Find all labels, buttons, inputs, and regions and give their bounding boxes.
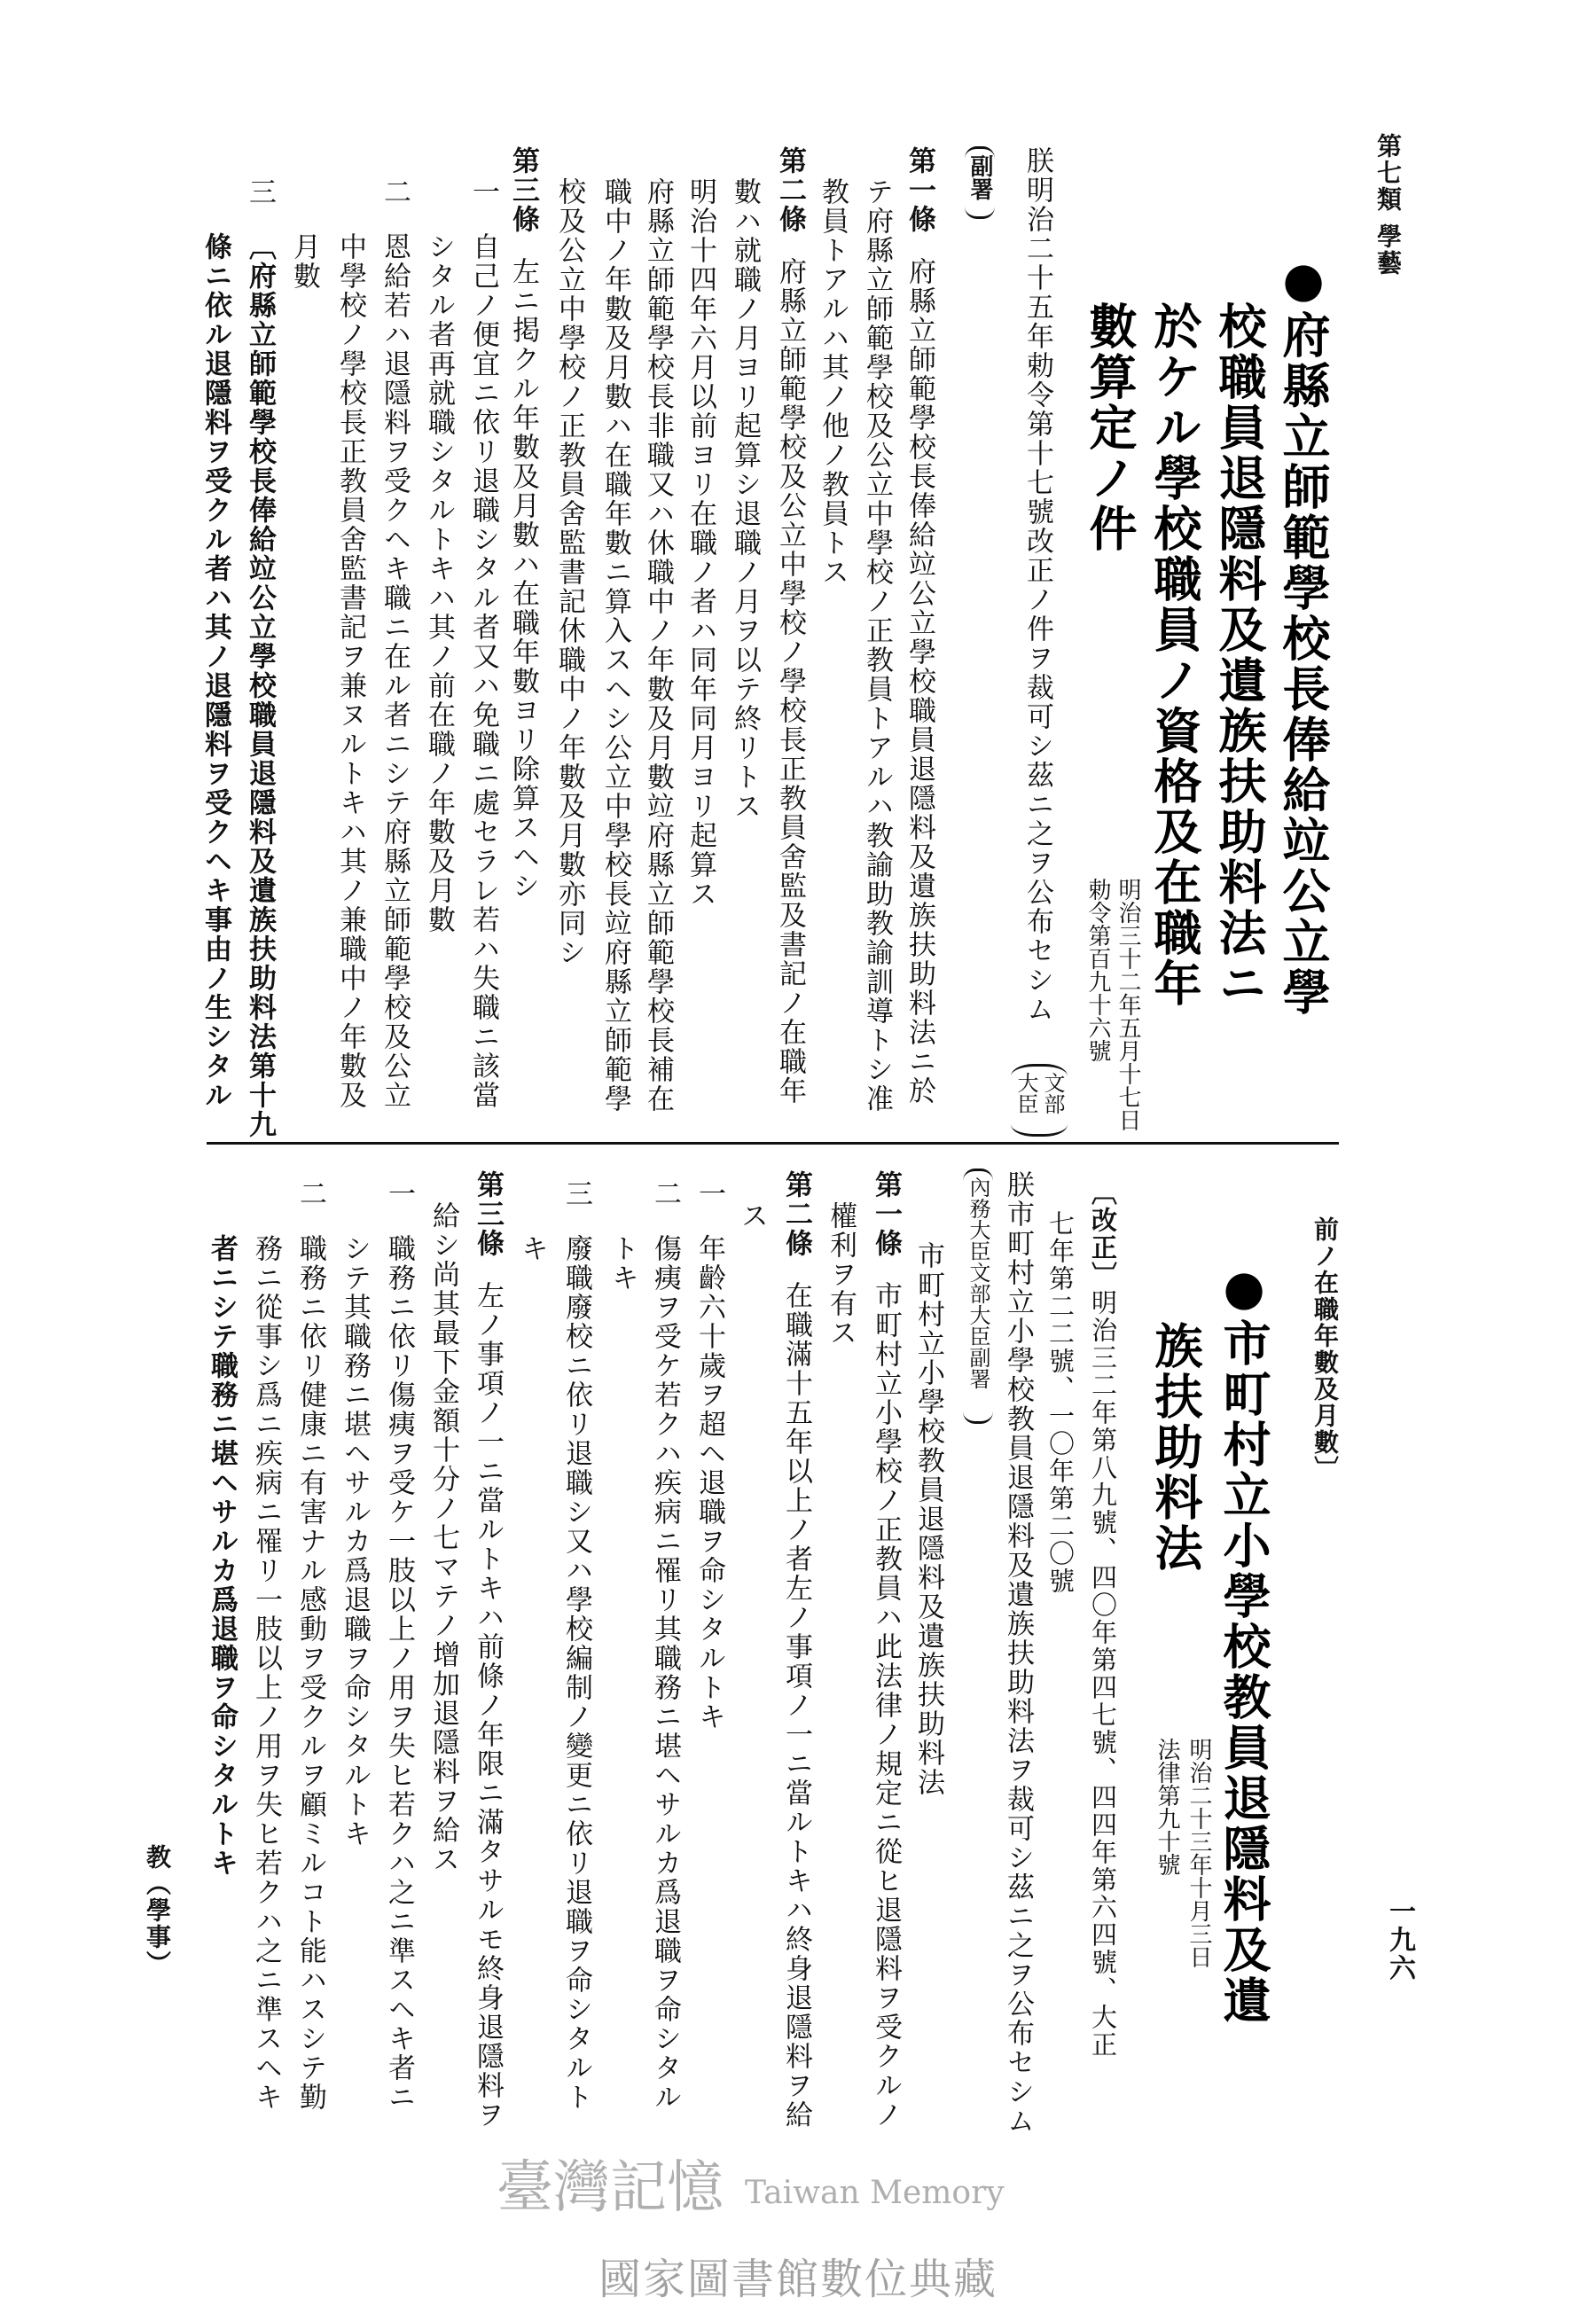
- article-line: 數ハ就職ノ月ヨリ起算シ退職ノ月ヲ以テ終リトス: [729, 177, 761, 821]
- amendment-text: 明治三二年第八九號、四〇年第四七號、四四年第六四號、大正: [1088, 1289, 1118, 2059]
- item-num: 三: [560, 1179, 592, 1208]
- article-line: 明治十四年六月以前ヨリ在職ノ者ハ同年同月ヨリ起算ス: [685, 177, 716, 909]
- law2-title-line: ●市町村立小學校教員退隱料及遺: [1216, 1259, 1272, 2026]
- article-text: 府縣立師範學校及公立中學校ノ學校長正教員舍監及書記ノ在職年: [774, 257, 806, 1106]
- article-line: 職中ノ年數及月數ハ在職年數ニ算入スヘシ公立中學校長竝府縣立師範學: [599, 177, 631, 1114]
- item-line: 年齡六十歲ヲ超ヘ退職ヲ命シタルトキ: [693, 1234, 725, 1731]
- law1-article-1: [902, 146, 937, 1106]
- article-line: 校及公立中學校ノ正教員舍監書記休職中ノ年數及月數亦同シ: [553, 177, 585, 967]
- law2-date: 明治二十三年十月三日: [1185, 1738, 1212, 1968]
- law2-preamble: 朕市町村立小學校教員退隱料及遺族扶助料法ヲ裁可シ茲ニ之ヲ公布セシム: [1002, 1170, 1034, 2136]
- law1-preamble: 朕明治二十五年勅令第十七號改正ノ件ヲ裁可シ茲ニ之ヲ公布セシム: [1021, 146, 1053, 1024]
- item-line: 自己ノ便宜ニ依リ退職シタル者又ハ免職ニ處セラレ若ハ失職ニ該當: [467, 232, 499, 1110]
- article-label: 第二條: [774, 146, 806, 234]
- law1-article-2: [772, 146, 808, 1106]
- running-header: 第七類 學藝: [1373, 133, 1403, 277]
- item-line: 條ニ依ル退隱料ヲ受クル者ハ其ノ退隱料ヲ受クヘキ事由ノ生シタル: [200, 232, 231, 1110]
- law2-article-3: [470, 1170, 505, 2130]
- law2-article-1: [868, 1170, 904, 2130]
- item-line-continued: 前ノ在職年數及月數〕: [1310, 1216, 1340, 1482]
- item-num: 一: [467, 177, 499, 207]
- article-text: 市町村立小學校ノ正教員ハ此法律ノ規定ニ從ヒ退隱料ヲ受クルノ: [870, 1281, 902, 2130]
- item-line: シタル者再就職シタルトキハ其ノ前在職ノ年數及月數: [423, 232, 455, 934]
- item-num: 二: [294, 1179, 326, 1208]
- item-num: 二: [379, 177, 411, 207]
- law1-date: 明治三十二年五月十七日: [1115, 878, 1141, 1131]
- article-line: 教員トアルハ其ノ他ノ教員トス: [817, 177, 849, 587]
- article-line: 給シ尚其最下金額十分ノ七マテノ增加退隱料ヲ給ス: [427, 1201, 459, 1874]
- article-line: ス: [736, 1201, 768, 1231]
- article-line: 府縣立師範學校長非職又ハ休職中ノ年數及月數竝府縣立師範學校長補在: [642, 177, 674, 1114]
- amendment-line: 七年第二二號、一〇年第二〇號: [1045, 1210, 1076, 1595]
- item-line: 傷痍ヲ受ケ若クハ疾病ニ罹リ其職務ニ堪ヘサルカ爲退職ヲ命シタル: [649, 1234, 681, 2112]
- section-divider: [207, 1142, 1339, 1145]
- law2-countersign: 內務大臣文部大臣副署: [963, 1169, 993, 1424]
- watermark-subtitle: Taiwan Memory: [745, 2175, 1005, 2211]
- item-line: 月數: [288, 232, 320, 291]
- article-line: 權利ヲ有ス: [825, 1201, 857, 1348]
- law1-title-line: ●府縣立師範學校長俸給竝公立學: [1275, 251, 1332, 1018]
- article-label: 第二條: [780, 1170, 812, 1258]
- library-footer: 國家圖書館數位典藏: [598, 2255, 998, 2304]
- article-text: 左ノ事項ノ一ニ當ルトキハ前條ノ年限ニ滿タサルモ終身退隱料ヲ: [472, 1281, 504, 2130]
- item-line: 恩給若ハ退隱料ヲ受クヘキ職ニ在ル者ニシテ府縣立師範學校及公立: [379, 232, 411, 1110]
- item-line: 職務ニ依リ傷痍ヲ受ケ一肢以上ノ用ヲ失ヒ若クハ之ニ準スヘキ者ニ: [383, 1234, 415, 2112]
- article-text: 左ニ掲クル年數及月數ハ在職年數ヨリ除算スヘシ: [507, 257, 539, 901]
- article-text: 府縣立師範學校長俸給竝公立學校職員退隱料及遺族扶助料法ニ於: [904, 257, 935, 1106]
- law1-article-3: [505, 146, 541, 901]
- article-label: 第一條: [870, 1170, 902, 1258]
- article-label: 第三條: [507, 146, 539, 234]
- item-line: 職務ニ依リ健康ニ有害ナル感動ヲ受クルヲ顧ミルコト能ハスシテ勤: [294, 1234, 326, 2112]
- item-line: キ: [516, 1234, 548, 1263]
- item-num: 一: [383, 1179, 415, 1208]
- law1-title-line: 數算定ノ件: [1082, 301, 1138, 554]
- law1-minister: 文部大臣: [1011, 1064, 1068, 1137]
- item-line: 廢職廢校ニ依リ退職シ又ハ學校編制ノ變更ニ依リ退職ヲ命シタルト: [560, 1234, 592, 2112]
- law2-amendment: [1085, 1179, 1121, 2059]
- article-line: テ府縣立師範學校及公立中學校ノ正教員トアルハ教諭助教諭訓導トシ准: [861, 177, 893, 1114]
- item-line: シテ其職務ニ堪ヘサルカ爲退職ヲ命シタルトキ: [339, 1234, 371, 1849]
- item-num: 三: [244, 177, 276, 207]
- item-line: 〔府縣立師範學校長俸給竝公立學校職員退隱料及遺族扶助料法第十九: [244, 232, 276, 1139]
- law2-law-name: 市町村立小學校教員退隱料及遺族扶助料法: [912, 1241, 944, 1797]
- law1-title-line: 於ケル學校職員ノ資格及在職年: [1146, 301, 1203, 1009]
- item-line: 中學校ノ學校長正教員舍監書記ヲ兼ヌルトキハ其ノ兼職中ノ年數及: [334, 232, 366, 1110]
- amendment-label: 〔改正〕: [1088, 1179, 1118, 1289]
- item-num: 二: [649, 1179, 681, 1208]
- law1-countersign: 副署: [965, 146, 995, 219]
- item-line: トキ: [606, 1234, 638, 1293]
- law2-article-2: [778, 1170, 814, 2130]
- item-line: 者ニシテ職務ニ堪ヘサルカ爲退職ヲ命シタルトキ: [206, 1234, 238, 1878]
- article-label: 第一條: [904, 146, 935, 234]
- page-number: 一九六: [1384, 1897, 1415, 1982]
- law2-number: 法律第九十號: [1154, 1738, 1180, 1876]
- item-line: 務ニ從事シ爲ニ疾病ニ罹リ一肢以上ノ用ヲ失ヒ若クハ之ニ準スヘキ: [250, 1234, 282, 2112]
- article-text: 在職滿十五年以上ノ者左ノ事項ノ一ニ當ルトキハ終身退隱料ヲ給: [780, 1281, 812, 2130]
- law1-number: 勅令第百九十六號: [1084, 878, 1111, 1062]
- law1-title-line: 校職員退隱料及遺族扶助料法ニ: [1211, 301, 1268, 1009]
- article-label: 第三條: [472, 1170, 504, 1258]
- law2-title-line: 族扶助料法: [1147, 1321, 1204, 1574]
- watermark-logo: 臺灣記憶: [497, 2155, 724, 2221]
- side-marker: 教（學事）: [143, 1844, 172, 1977]
- item-num: 一: [693, 1179, 725, 1208]
